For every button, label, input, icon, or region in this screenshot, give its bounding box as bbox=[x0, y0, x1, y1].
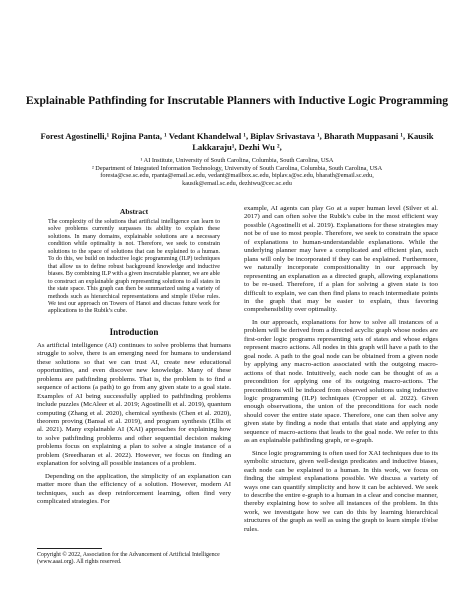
abstract-heading: Abstract bbox=[119, 207, 149, 216]
copyright-footnote bbox=[37, 548, 231, 566]
right-paragraph-1: example, AI agents can play Go at a super human level (Silver et al. 2017) and can often solve the Rubik’s cube in the most efficient way possible (Agostinelli et al. 2019). Explanations for these strategies may not be of use to most people. Therefore, we seek to constrain the space of explanations to human-understandable explanations. While the underlying planner may have a complicated and efficient plan, such plans will only be incorporated if they can be explained. Furthermore, we naturally incorporate compositionality in our approach by representing an explanation as a directed graph, allowing explanations to be re-used. Therefore, if a plan for solving a given state is too difficult to explain, we can then find plans to reach intermediate points in the graph that may be easier to explain, thus favoring comprehensibility over optimality. bbox=[244, 205, 438, 314]
affiliation-2: ² Department of Integrated Information Technology, University of South Carolina, Columbia, South Carolina, USA bbox=[91, 164, 383, 172]
abstract-text: The complexity of the solutions that artificial intelligence can learn to solve problems currently surpasses its ability to explain these solutions. In many domains, explainable solutions are a necessary condition while optimality is not. Therefore, we seek to constrain solutions to the space of solutions that can be explained to a human. To do this, we build on inductive logic programming (ILP) techniques that allow us to define robust background knowledge and inductive biases. By combining ILP with a given inscrutable planner, we are able to construct an explainable graph representing solutions to all states in the state space. This graph can then be summarized using a variety of methods such as hierarchical representations and simple if/else rules. We test our approach on Towers of Hanoi and discuss future work for applications to the Rubik’s cube. bbox=[48, 219, 220, 315]
affiliations bbox=[20, 157, 454, 187]
author-emails-line-1: foresta@cse.sc.edu, rpanta@email.sc.edu, vedant@mailbox.sc.edu, biplav.s@sc.edu, bharath@email.sc.edu, bbox=[100, 172, 374, 180]
right-paragraph-3: Since logic programming is often used for XAI techniques due to its symbolic structure, given well-design predicates and inductive biases, each node can be explained to a human. In this work, we focus on finding the simplest explanations possible. We discuss a variety of ways one can quantify simplicity and how it can be achieved. We seek to describe the entire e-graph to a human in a clear and concise manner, thereby explaining how to solve all instances of the problem. In this work, we investigate how we can do this by learning hierarchical structures of the graph as well as using the graph to learn simple if/else rules. bbox=[244, 449, 438, 533]
paper-title: Explainable Pathfinding for Inscrutable Planners with Inductive Logic Programming bbox=[25, 94, 449, 107]
affiliation-1: ¹ AI Institute, University of South Carolina, Columbia, South Carolina, USA bbox=[140, 157, 334, 164]
copyright-text: Copyright © 2022, Association for the Advancement of Artificial Intelligence (www.aaai.org). All rights reserved. bbox=[37, 552, 220, 565]
author-list: Forest Agostinelli,¹ Rojina Panta, ¹ Vedant Khandelwal ¹, Biplav Srivastava ¹, Bharath Muppasani ¹, Kausik Lakkaraju¹, Dezhi Wu ², bbox=[40, 131, 434, 152]
introduction-heading: Introduction bbox=[109, 326, 159, 337]
left-column bbox=[37, 207, 231, 507]
intro-paragraph-2: Depending on the application, the simplicity of an explanation can matter more than the efficiency of a solution. However, modern AI techniques, such as deep reinforcement learning, often find very complicated strategies. For bbox=[37, 472, 231, 506]
right-paragraph-2: In our approach, explanations for how to solve all instances of a problem will be derived from a directed acyclic graph whose nodes are first-order logic programs representing sets of states and whose edges represent macro actions. All nodes in this graph will have a path to the goal node. A path to the goal node can be obtained from a given node by applying any macro-action associated with the outgoing macro-actions of that node. Intuitively, each node can be thought of as a precondition for applying one of its outgoing macro-actions. The preconditions will be induced from observed solutions using inductive logic programming (ILP) techniques (Cropper et al. 2022). Given enough observations, the union of the preconditions for each node should cover the entire state space. Therefore, one can then solve any given state by finding a node that entails that state and applying any sequence of macro-actions that leads to the goal node. We refer to this as an explainable pathfinding graph, or e-graph. bbox=[244, 318, 438, 445]
footnote-rule bbox=[37, 548, 102, 549]
intro-paragraph-1: As artificial intelligence (AI) continues to solve problems that humans struggle to solve, there is an emerging need for humans to understand these solutions so that we can trust AI, create new educational opportunities, and even discover new knowledge. Many of these problems are pathfinding problems. That is, the problem is to find a sequence of actions (a path) to go from any given state to a goal state. Examples of AI being successfully applied to pathfinding problems include puzzles (McAleer et al. 2019; Agostinelli et al. 2019), quantum computing (Zhang et al. 2020), chemical synthesis (Chen et al. 2020), theorem proving (Bansal et al. 2019), and program synthesis (Ellis et al. 2021). Many explainable AI (XAI) approaches for explaining how to solve pathfinding problems and other sequential decision making problems focus on explaining a plan to solve a single instance of a problem (Sreedharan et al. 2022). However, we focus on finding an explanation for solving all possible instances of a problem. bbox=[37, 341, 231, 468]
author-emails-line-2: kausik@email.sc.edu, dezhiwu@cec.sc.edu bbox=[182, 179, 292, 187]
right-column bbox=[244, 205, 438, 534]
